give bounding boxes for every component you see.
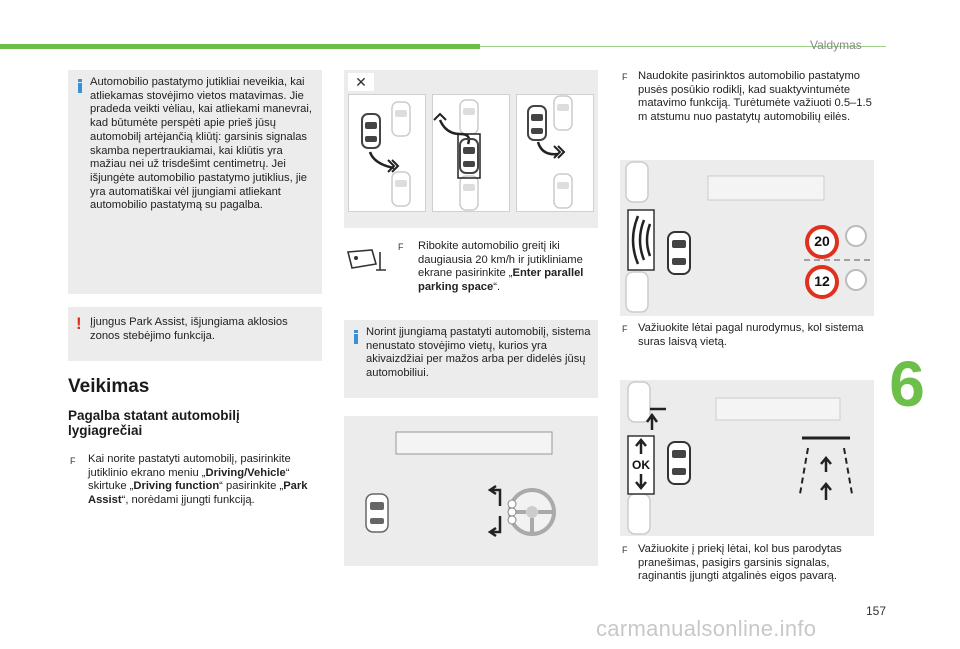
turn-down-arrow-icon: [490, 516, 500, 536]
step-1-text: Kai norite pastatyti automobilį, pasirinkite jutiklinio ekrano meniu „Driving/Vehicle“ skirtuke „Driving function“ pasirinkite „Park Assist“, norėdami įjungti funkciją.: [88, 453, 308, 507]
parking-arrow-icon: [370, 152, 394, 168]
own-car-icon: [528, 106, 546, 140]
forward-illustration: [620, 380, 874, 536]
warning-icon: !: [76, 314, 82, 333]
bullet-marker: F: [622, 545, 628, 555]
steering-illustration: [344, 416, 598, 566]
hand-icon: [508, 500, 516, 508]
bullet-marker: F: [622, 324, 628, 334]
speed-sign-label-2: 12: [814, 273, 830, 289]
measuring-illustration: [620, 160, 874, 316]
steering-small-icon: [846, 270, 866, 290]
up-arrow-icon: [821, 458, 831, 472]
section-heading: Veikimas: [68, 376, 150, 397]
parked-car-icon: [392, 172, 410, 206]
mode-illustrations: [348, 94, 594, 212]
step-2-text: Ribokite automobilio greitį iki daugiausia 20 km/h ir jutikliniame ekrane pasirinkite „Enter parallel parking space“.: [418, 240, 584, 294]
parked-car-icon: [392, 102, 410, 136]
parked-car-icon: [554, 96, 572, 130]
info-text-sensors: Automobilio pastatymo jutikliai neveikia, kai atliekamas stovėjimo vietos matavimas. Jie pradeda veikti vėliau, kai atliekami manevrai, kad būtumėte perspėti apie prieš jūsų automobilį artėjančią kliūtį: garsinis signalas skamba nepertraukiamai, kai kliūtis yra mažiau nei už trisdešimt centimetrų. Jei išjungėte automobilio pastatymo jutiklius, jie yra automatiškai vėl įjungiami atliekant automobilio pastatymą su pagalba.: [90, 76, 312, 212]
parked-car-icon: [554, 174, 572, 208]
parked-car-icon: [460, 176, 478, 210]
warning-text: Įjungus Park Assist, išjungiama aklosios zonos stebėjimo funkcija.: [90, 316, 288, 342]
chevron-icon: [434, 114, 446, 120]
own-car-icon: [362, 114, 380, 148]
bullet-marker: F: [398, 242, 404, 252]
parked-car-icon: [628, 382, 650, 422]
step-4-text: Važiuokite lėtai pagal nurodymus, kol sistema suras laisvą vietą.: [638, 322, 864, 348]
parked-car-icon: [628, 494, 650, 534]
parked-car-icon: [366, 494, 388, 532]
page-number: 157: [866, 604, 887, 618]
steering-small-icon: [846, 226, 866, 246]
parked-car-icon: [626, 272, 648, 312]
watermark: carmanualsonline.info: [596, 616, 817, 641]
parked-car-icon: [626, 162, 648, 202]
close-button: ✕: [348, 73, 374, 91]
sub-heading: Pagalba statant automobilį lygiagrečiai: [68, 408, 240, 438]
chevron-icon: [554, 146, 564, 158]
ok-label: OK: [632, 458, 650, 472]
own-car-icon: [668, 442, 690, 484]
speed-sign-label-1: 20: [814, 233, 830, 249]
parking-slot-outline: [708, 176, 824, 200]
parking-arrow-icon: [440, 120, 469, 144]
turn-left-arrow-icon: [490, 486, 500, 506]
speed-limit-car-icon: [344, 246, 392, 274]
parked-car-icon: [460, 100, 478, 134]
parking-slot-outline: [396, 432, 552, 454]
info-text-detection: Norint įjungiamą pastatyti automobilį, sistema nenustato stovėjimo vietų, kurios yra akivaizdžiai per mažos arba per didelės jūsų automobiliui.: [366, 326, 591, 380]
info-icon: [352, 330, 360, 344]
bullet-marker: F: [70, 456, 76, 466]
section-name: Valdymas: [810, 38, 862, 52]
own-car-icon: [668, 232, 690, 274]
info-icon: [76, 79, 84, 93]
chapter-number: 6: [877, 335, 937, 433]
parking-slot-outline: [716, 398, 840, 420]
step-5-text: Važiuokite į priekį lėtai, kol bus parodytas pranešimas, pasigirs garsinis signalas, raginantis įjungti atgalinės eigos pavarą.: [638, 543, 842, 583]
step-3-text: Naudokite pasirinktos automobilio pastatymo pusės posūkio rodiklį, kad suaktyvintumėte matavimo funkciją. Turėtumėte važiuoti 0.5–1.5 m atstumu nuo pastatytų automobilių eilės.: [638, 70, 872, 124]
up-arrow-icon: [821, 484, 831, 500]
bullet-marker: F: [622, 72, 628, 82]
header-accent-bar: [0, 44, 480, 49]
